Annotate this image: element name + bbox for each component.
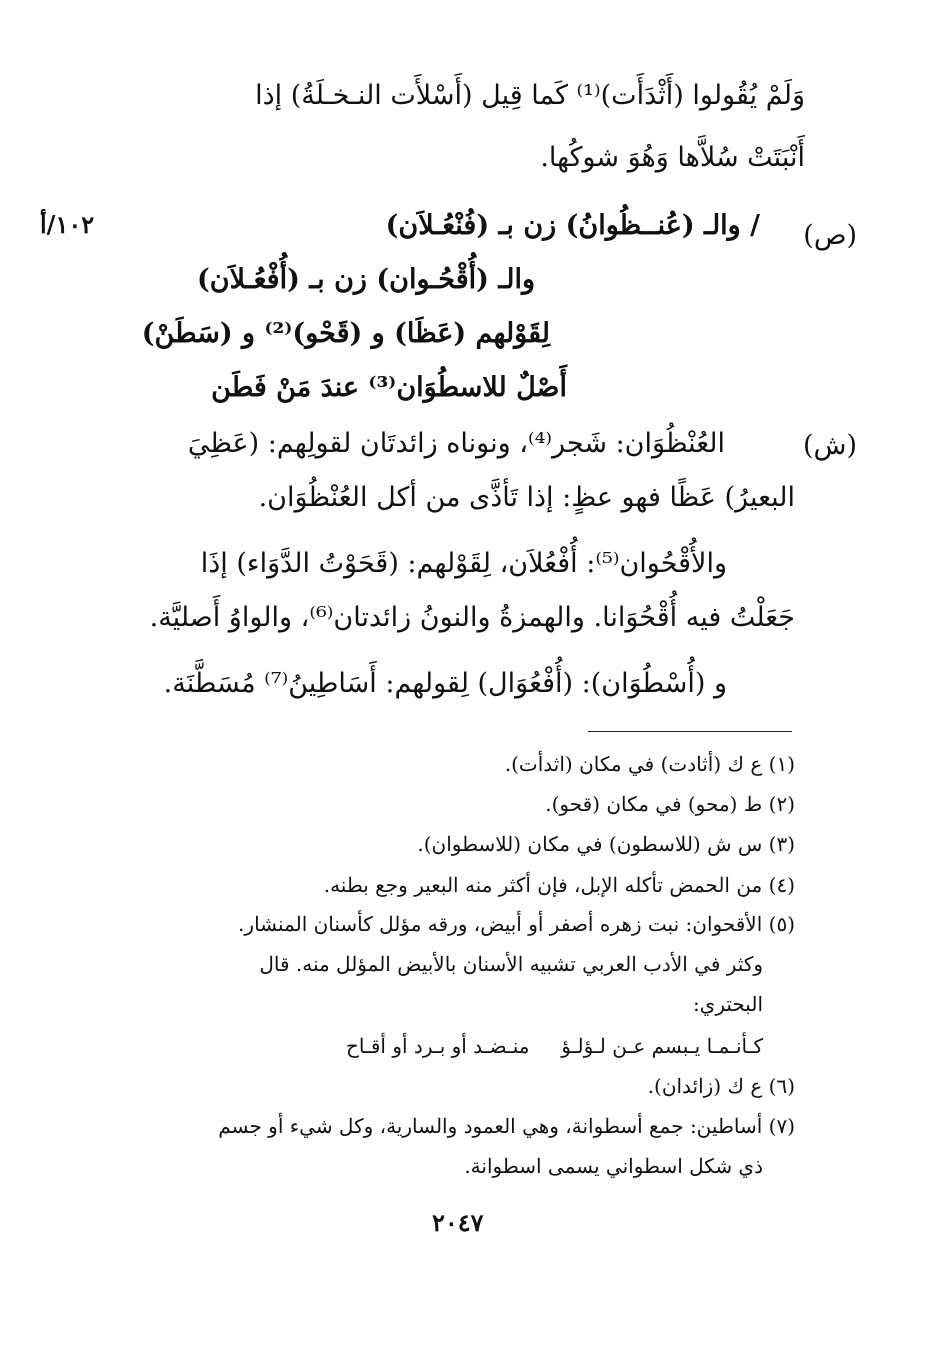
commentary-line-4: جَعَلْتُ فيه أُقْحُوَانا. والهمزةُ والنونُ زائدتان⁽⁶⁾، والواوُ أَصليَّة. xyxy=(149,602,795,633)
poem-line-3: لِقَوْلهم (عَظَا) و (قَحْو)⁽²⁾ و (سَطَنْ) xyxy=(141,318,550,349)
footnote-5-cont-2: البحتري: xyxy=(692,992,763,1016)
footnote-4: (٤) من الحمض تأكله الإبل، فإن أكثر منه البعير وجع بطنه. xyxy=(323,873,795,897)
margin-reference: ١٠٢/أ xyxy=(40,210,95,239)
poem-line-1: / والـ (عُنــظُوانُ) زن بـ (فُنْعُـلاَن) xyxy=(385,210,760,241)
intro-line-1: وَلَمْ يُقُولوا (أَثْدَأَت)⁽¹⁾ كَما قِيل (أَسْلأَت النـخـلَةُ) إذا xyxy=(255,80,805,111)
poem-line-2: والـ (أُقْحُـوان) زن بـ (أُفْعُـلاَن) xyxy=(197,264,535,295)
footnote-5: (٥) الأقحوان: نبت زهره أصفر أو أبيض، ورقه مؤلل كأسنان المنشار. xyxy=(238,912,795,936)
footnote-1: (١) ع ك (أثادت) في مكان (اثدأت). xyxy=(504,752,795,776)
commentary-line-1: العُنْظُوَان: شَجر⁽⁴⁾، ونوناه زائدتَان لقولِهم: (عَظِيَ xyxy=(187,428,725,459)
commentary-line-5: و (أُسْطُوَان): (أُفْعُوَال) لِقولهم: أَسَاطِينُ⁽⁷⁾ مُسَطَّنَة. xyxy=(163,668,727,699)
footnote-7-cont: ذي شكل اسطواني يسمى اسطوانة. xyxy=(464,1154,763,1178)
footnote-6: (٦) ع ك (زائدان). xyxy=(647,1074,795,1098)
footnote-5-verse: كـأنـمـا يـبسم عـن لـؤلـؤ منـضـد أو بـرد أو أقـاح xyxy=(346,1034,763,1058)
commentary-line-2: البعيرُ) عَظًا فهو عظٍ: إذا تَأذَّى من أكل العُنْظُوَان. xyxy=(258,482,795,513)
footnote-7: (٧) أساطين: جمع أسطوانة، وهي العمود والسارية، وكل شيء أو جسم xyxy=(218,1114,795,1138)
page-number: ٢٠٤٧ xyxy=(432,1208,484,1237)
intro-line-2: أَنْبَتَتْ سُلاَّها وَهُوَ شوكُها. xyxy=(540,142,805,173)
commentary-label: (ش) xyxy=(802,430,857,461)
commentary-line-3: والأُقْحُوان⁽⁵⁾: أُفْعُلاَن، لِقَوْلهم: (قَحَوْتُ الدَّوَاء) إذَا xyxy=(200,548,727,579)
footnote-2: (٢) ط (محو) في مكان (قحو). xyxy=(545,792,795,816)
footnote-separator xyxy=(588,731,792,732)
footnote-3: (٣) س ش (للاسطون) في مكان (للاسطوان). xyxy=(417,832,795,856)
poem-line-4: أَصْلٌ للاسطُوَان⁽³⁾ عندَ مَنْ فَطَن xyxy=(211,372,567,403)
footnote-5-cont-1: وكثر في الأدب العربي تشبيه الأسنان بالأبيض المؤلل منه. قال xyxy=(259,952,763,976)
poem-label: (ص) xyxy=(803,220,857,251)
